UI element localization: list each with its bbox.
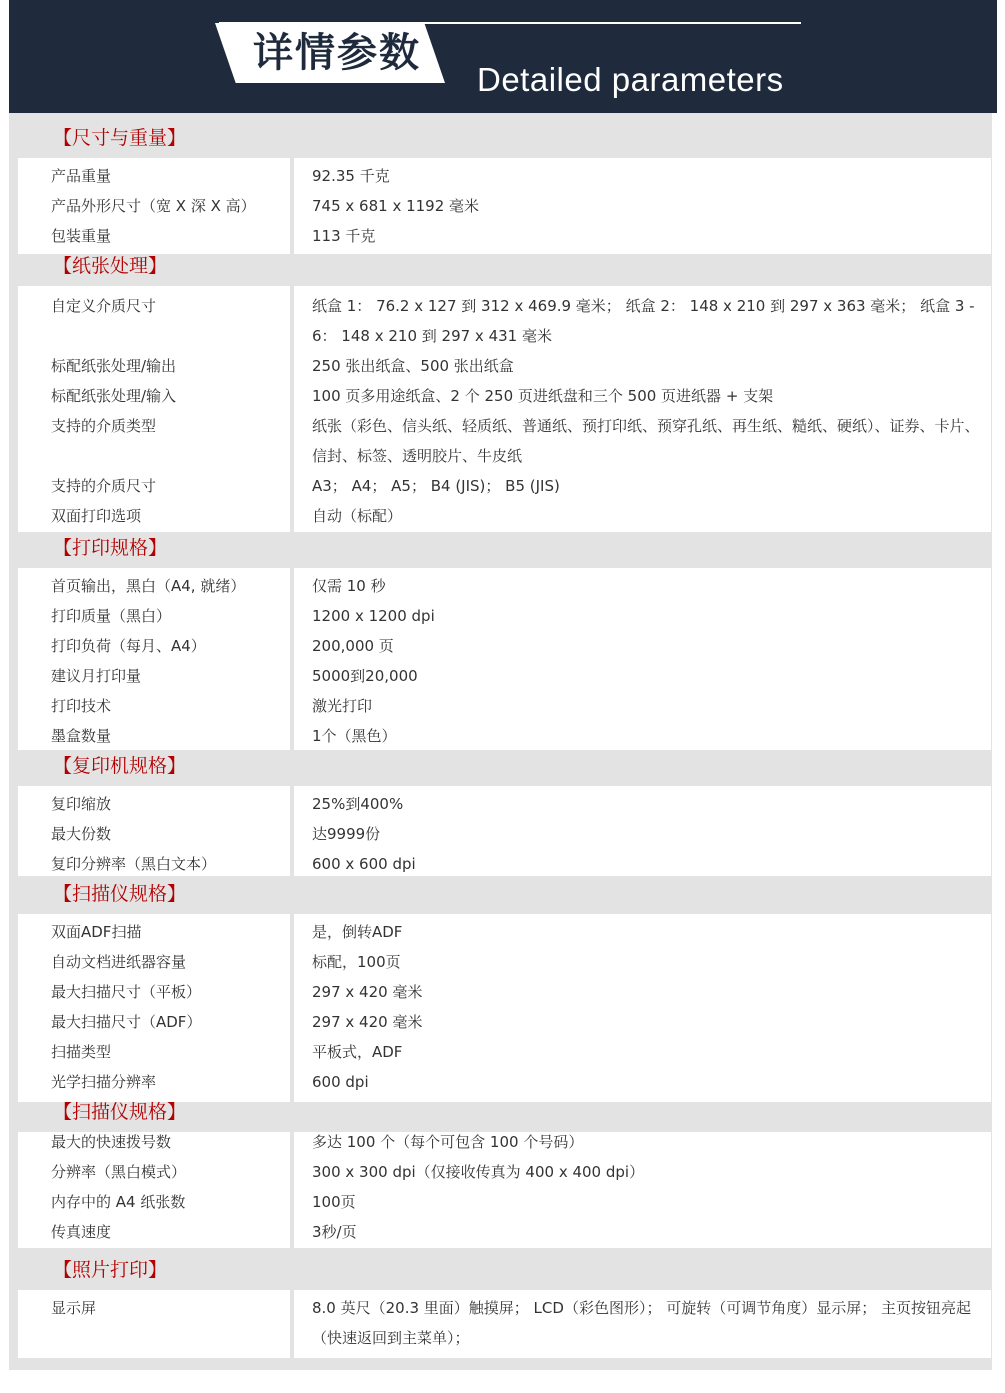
- spec-label: 墨盒数量: [51, 727, 112, 745]
- spec-value: 297 x 420 毫米: [312, 983, 423, 1001]
- section-title: 【扫描仪规格】: [53, 1101, 187, 1123]
- spec-value: 5000到20,000: [312, 667, 418, 685]
- spec-value: 25%到400%: [312, 795, 404, 813]
- spec-value: 1个（黑色）: [312, 727, 397, 745]
- spec-value: 250 张出纸盒、500 张出纸盒: [312, 357, 514, 375]
- spec-label: 双面ADF扫描: [51, 923, 142, 941]
- spec-label: 最大扫描尺寸（ADF）: [51, 1013, 202, 1031]
- spec-value: 多达 100 个（每个可包含 100 个号码）: [312, 1133, 584, 1151]
- spec-label: 双面打印选项: [51, 507, 142, 525]
- spec-value: 是，倒转ADF: [312, 923, 403, 941]
- spec-label: 复印分辨率（黑白文本）: [51, 855, 217, 873]
- spec-value: 600 x 600 dpi: [312, 855, 416, 873]
- spec-value: 1200 x 1200 dpi: [312, 607, 435, 625]
- spec-value: 3秒/页: [312, 1223, 357, 1241]
- section-copier-specs: [9, 748, 992, 874]
- spec-value: 200,000 页: [312, 637, 394, 655]
- spec-value: 8.0 英尺（20.3 里面）触摸屏； LCD（彩色图形）； 可旋转（可调节角度）显示屏； 主页按钮亮起（快速返回到主菜单）；: [312, 1299, 971, 1347]
- spec-value: A3； A4； A5； B4 (JIS)； B5 (JIS): [312, 477, 560, 495]
- section-title: 【扫描仪规格】: [53, 883, 187, 905]
- spec-label: 打印质量（黑白）: [51, 607, 172, 625]
- page-subtitle: Detailed parameters: [477, 61, 784, 98]
- spec-value: 纸张（彩色、信头纸、轻质纸、普通纸、预打印纸、预穿孔纸、再生纸、糙纸、硬纸）、证券、卡片、信封、标签、透明胶片、牛皮纸: [312, 417, 980, 465]
- spec-label: 显示屏: [51, 1299, 97, 1317]
- spec-label: 支持的介质类型: [51, 417, 157, 435]
- spec-label: 复印缩放: [51, 795, 112, 813]
- spec-value: 100页: [312, 1193, 356, 1211]
- spec-value: 激光打印: [312, 697, 373, 715]
- section-scanner-specs: [9, 876, 992, 1100]
- section-size-weight: [9, 120, 992, 252]
- section-title: 【复印机规格】: [53, 755, 187, 777]
- spec-value: 300 x 300 dpi（仅接收传真为 400 x 400 dpi）: [312, 1163, 645, 1181]
- spec-label: 产品重量: [51, 167, 112, 185]
- spec-label: 自定义介质尺寸: [51, 297, 157, 315]
- page-title: 详情参数: [253, 30, 421, 76]
- spec-value: 100 页多用途纸盒、2 个 250 页进纸盘和三个 500 页进纸器 + 支架: [312, 387, 774, 405]
- spec-label: 自动文档进纸器容量: [51, 953, 187, 971]
- spec-value: 纸盒 1： 76.2 x 127 到 312 x 469.9 毫米； 纸盒 2： 148 x 210 到 297 x 363 毫米； 纸盒 3 - 6： 148 x 210 到 297 x 431 毫米: [312, 297, 975, 345]
- spec-value: 平板式，ADF: [312, 1043, 403, 1061]
- spec-label: 传真速度: [51, 1223, 112, 1241]
- spec-label: 支持的介质尺寸: [51, 477, 157, 495]
- spec-label: 标配纸张处理/输入: [51, 387, 177, 405]
- spec-label: 打印负荷（每月、A4）: [51, 637, 206, 655]
- spec-label: 包装重量: [51, 227, 112, 245]
- spec-value: 92.35 千克: [312, 167, 390, 185]
- section-paper-handling: [9, 248, 992, 530]
- spec-label: 扫描类型: [51, 1043, 112, 1061]
- section-title: 【照片打印】: [53, 1259, 168, 1281]
- spec-value: 达9999份: [312, 825, 381, 843]
- spec-value: 113 千克: [312, 227, 376, 245]
- section-fax-specs: [9, 1094, 992, 1246]
- spec-label: 光学扫描分辨率: [51, 1073, 157, 1091]
- header-banner: [9, 0, 997, 113]
- spec-label: 标配纸张处理/输出: [51, 357, 177, 375]
- spec-label: 打印技术: [51, 697, 112, 715]
- spec-value: 仅需 10 秒: [312, 577, 386, 595]
- section-photo-print: [9, 1252, 992, 1356]
- spec-value: 自动（标配）: [312, 507, 403, 525]
- spec-label: 分辨率（黑白模式）: [51, 1163, 187, 1181]
- spec-label: 内存中的 A4 纸张数: [51, 1193, 186, 1211]
- section-title: 【打印规格】: [53, 537, 168, 559]
- section-title: 【尺寸与重量】: [53, 127, 187, 149]
- spec-label: 建议月打印量: [51, 667, 142, 685]
- section-print-specs: [9, 530, 992, 748]
- spec-label: 最大份数: [51, 825, 112, 843]
- spec-value: 标配，100页: [312, 953, 401, 971]
- spec-value: 297 x 420 毫米: [312, 1013, 423, 1031]
- section-title: 【纸张处理】: [53, 255, 168, 277]
- spec-label: 产品外形尺寸（宽 X 深 X 高）: [51, 197, 256, 215]
- spec-label: 最大扫描尺寸（平板）: [51, 983, 202, 1001]
- spec-label: 首页输出，黑白（A4, 就绪）: [51, 577, 246, 595]
- spec-value: 745 x 681 x 1192 毫米: [312, 197, 480, 215]
- spec-value: 600 dpi: [312, 1073, 369, 1091]
- spec-label: 最大的快速拨号数: [51, 1133, 172, 1151]
